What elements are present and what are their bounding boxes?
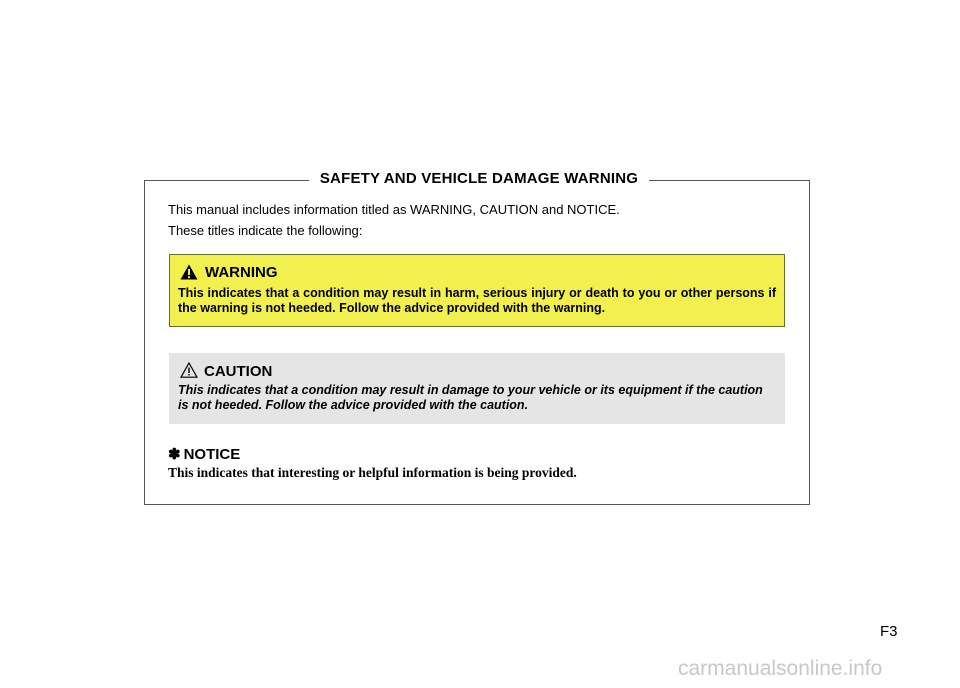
intro-line-2: These titles indicate the following: (168, 223, 363, 238)
caution-triangle-icon (180, 362, 198, 378)
intro-line-1: This manual includes information titled as WARNING, CAUTION and NOTICE. (168, 202, 620, 217)
notice-title: NOTICE (183, 446, 241, 463)
caution-box (169, 353, 785, 424)
watermark: carmanualsonline.info (678, 657, 883, 680)
warning-title: WARNING (205, 264, 278, 281)
page-number: F3 (880, 623, 898, 640)
notice-body: This indicates that interesting or helpful information is being provided. (168, 465, 577, 480)
warning-triangle-icon (180, 264, 198, 280)
caution-body: This indicates that a condition may result in damage to your vehicle or its equipment if the caution is not heeded. Follow the advice provided with the caution. (178, 383, 763, 412)
notice-symbol-icon: ✽ (168, 446, 181, 463)
caution-title: CAUTION (204, 363, 273, 380)
notice-heading (168, 446, 240, 464)
section-title: SAFETY AND VEHICLE DAMAGE WARNING (309, 169, 649, 189)
warning-body: This indicates that a condition may result in harm, serious injury or death to you or other persons if the warning is not heeded. Follow the advice provided with the warning. (178, 286, 776, 315)
warning-box (169, 254, 785, 327)
